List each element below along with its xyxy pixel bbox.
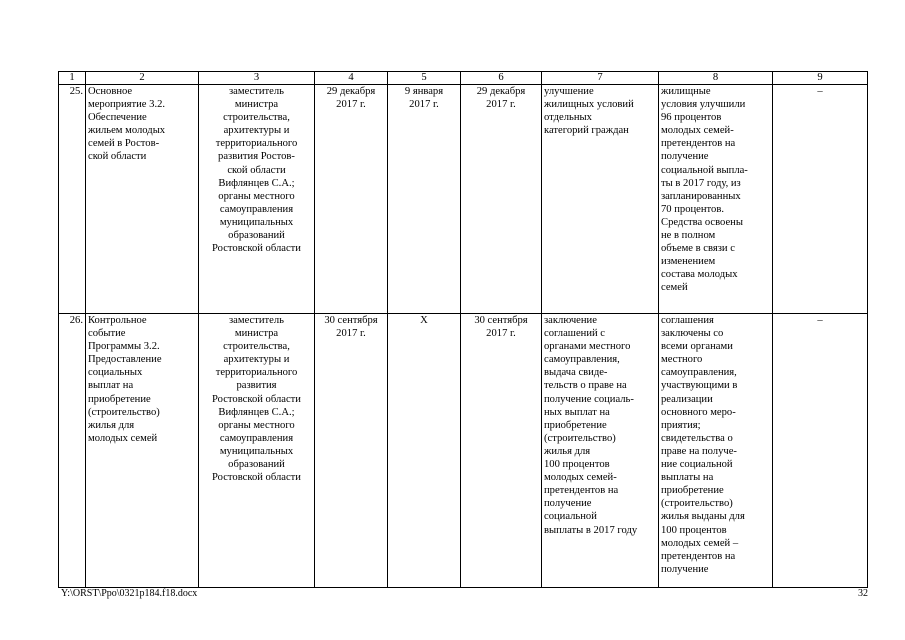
cell-line: заключение bbox=[544, 315, 597, 326]
cell-line: 96 процентов bbox=[661, 112, 722, 124]
cell-line: претендентов на bbox=[544, 485, 619, 497]
cell-line: Вифлянцев С.А.; bbox=[218, 406, 295, 418]
col-header-9: 9 bbox=[773, 72, 868, 85]
cell-line: участвующими в bbox=[661, 380, 738, 392]
cell-line: выплаты на bbox=[661, 472, 714, 484]
col-header-4: 4 bbox=[315, 72, 388, 85]
cell-line: министра bbox=[234, 99, 279, 111]
cell-line: выплаты в 2017 году bbox=[544, 524, 638, 536]
cell-line: претендентов на bbox=[661, 550, 736, 562]
table-row bbox=[59, 85, 868, 314]
cell-line: органы местного bbox=[218, 190, 295, 202]
cell-line: 30 сентября bbox=[324, 315, 378, 326]
cell-line: 70 процентов. bbox=[661, 203, 724, 215]
cell-line: молодых семей bbox=[88, 432, 158, 444]
cell-line: социальных bbox=[88, 367, 143, 379]
event-name-cell bbox=[86, 314, 199, 588]
cell-line: выдача свиде- bbox=[544, 367, 608, 379]
cell-line: реализации bbox=[661, 393, 713, 405]
cell-line: социальной bbox=[544, 511, 597, 523]
cell-line: соглашений с bbox=[544, 328, 606, 340]
cell-line: самоуправления, bbox=[661, 367, 737, 379]
cell-line: строительства, bbox=[223, 112, 290, 124]
cell-line: Контрольное bbox=[88, 315, 147, 326]
cell-line: семей bbox=[661, 282, 688, 294]
cell-line: тельств о праве на bbox=[544, 380, 627, 392]
cell-line: условия улучшили bbox=[661, 99, 746, 111]
cell-line: претендентов на bbox=[661, 138, 736, 150]
cell-line: Основное bbox=[88, 86, 133, 97]
event-name-cell bbox=[86, 85, 199, 314]
cell-line: жилищных условий bbox=[544, 99, 634, 111]
cell-line: муниципальных bbox=[219, 445, 294, 457]
cell-line: приобретение bbox=[88, 393, 151, 405]
cell-line: Ростовской области bbox=[212, 393, 301, 405]
cell-line: Ростовской области bbox=[212, 472, 301, 484]
cell-line: запланированных bbox=[661, 190, 741, 202]
cell-line: 2017 г. bbox=[336, 328, 366, 340]
cell-line: самоуправления bbox=[219, 432, 294, 444]
cell-line: событие bbox=[88, 328, 126, 340]
cell-line: Программы 3.2. bbox=[88, 341, 160, 353]
cell-line: Ростовской области bbox=[212, 243, 301, 255]
cell-line: ской области bbox=[88, 151, 147, 163]
responsible-cell bbox=[199, 85, 315, 314]
cell-line: ской области bbox=[227, 164, 286, 176]
header-row bbox=[59, 72, 868, 85]
page-number: 32 bbox=[858, 588, 868, 599]
cell-line: Х bbox=[420, 315, 428, 326]
end-date-cell bbox=[461, 314, 542, 588]
cell-line: (строительство) bbox=[661, 498, 733, 510]
col-header-1: 1 bbox=[59, 72, 86, 85]
actual-result-cell bbox=[659, 85, 773, 314]
cell-line: местного bbox=[661, 354, 703, 366]
note-cell: – bbox=[773, 85, 868, 314]
cell-line: ты в 2017 году, из bbox=[661, 177, 741, 189]
cell-line: 2017 г. bbox=[486, 328, 516, 340]
responsible-cell bbox=[199, 314, 315, 588]
cell-line: получение bbox=[661, 563, 709, 575]
cell-line: территориального bbox=[215, 138, 298, 150]
cell-line: основного меро- bbox=[661, 406, 736, 418]
col-header-8: 8 bbox=[659, 72, 773, 85]
end-date-cell bbox=[461, 85, 542, 314]
cell-line: семей в Ростов- bbox=[88, 138, 160, 150]
cell-line: состава молодых bbox=[661, 269, 738, 281]
cell-line: (строительство) bbox=[88, 406, 160, 418]
cell-line: свидетельства о bbox=[661, 432, 733, 444]
cell-line: жилья для bbox=[88, 419, 135, 431]
cell-line: 2017 г. bbox=[409, 99, 439, 111]
cell-line: соглашения bbox=[661, 315, 714, 326]
cell-line: образований bbox=[228, 230, 285, 242]
cell-line: 9 января bbox=[404, 86, 444, 97]
file-path-footer: Y:\ORST\Ppo\0321p184.f18.docx bbox=[61, 588, 198, 599]
cell-line: образований bbox=[228, 459, 285, 471]
cell-line: социальной выпла- bbox=[661, 164, 748, 176]
cell-line: (строительство) bbox=[544, 432, 616, 444]
cell-line: ных выплат на bbox=[544, 406, 610, 418]
cell-line: приобретение bbox=[661, 485, 724, 497]
cell-line: жильем молодых bbox=[88, 125, 166, 137]
cell-line: развития Ростов- bbox=[218, 151, 295, 163]
row-number: 25. bbox=[59, 85, 86, 314]
cell-line: ние социальной bbox=[661, 459, 733, 471]
cell-line: 29 декабря bbox=[476, 86, 526, 97]
cell-line: строительства, bbox=[223, 341, 290, 353]
cell-line: жилищные bbox=[661, 86, 711, 97]
cell-line: территориального bbox=[215, 367, 298, 379]
row-number: 26. bbox=[59, 314, 86, 588]
cell-line: архитектуры и bbox=[223, 354, 290, 366]
cell-line: выплат на bbox=[88, 380, 134, 392]
plan-date-cell bbox=[315, 85, 388, 314]
cell-line: развития bbox=[236, 380, 277, 392]
cell-line: молодых семей- bbox=[544, 472, 617, 484]
cell-line: жилья для bbox=[544, 445, 591, 457]
cell-line: самоуправления, bbox=[544, 354, 620, 366]
cell-line: улучшение bbox=[544, 86, 594, 97]
col-header-5: 5 bbox=[388, 72, 461, 85]
cell-line: Средства освоены bbox=[661, 216, 743, 228]
cell-line: получение bbox=[661, 151, 709, 163]
report-table bbox=[58, 71, 868, 588]
cell-line: муниципальных bbox=[219, 216, 294, 228]
cell-line: Обеспечение bbox=[88, 112, 147, 124]
cell-line: изменением bbox=[661, 256, 716, 268]
cell-line: Предоставление bbox=[88, 354, 162, 366]
cell-line: министра bbox=[234, 328, 279, 340]
col-header-3: 3 bbox=[199, 72, 315, 85]
col-header-6: 6 bbox=[461, 72, 542, 85]
cell-line: самоуправления bbox=[219, 203, 294, 215]
cell-line: категорий граждан bbox=[544, 125, 629, 137]
cell-line: 2017 г. bbox=[486, 99, 516, 111]
start-date-cell bbox=[388, 85, 461, 314]
cell-line: 100 процентов bbox=[544, 459, 610, 471]
cell-line: праве на получе- bbox=[661, 445, 737, 457]
cell-line: не в полном bbox=[661, 230, 716, 242]
cell-line: архитектуры и bbox=[223, 125, 290, 137]
cell-line: 29 декабря bbox=[326, 86, 376, 97]
cell-line: 2017 г. bbox=[336, 99, 366, 111]
note-cell: – bbox=[773, 314, 868, 588]
cell-line: 30 сентября bbox=[474, 315, 528, 326]
table-row bbox=[59, 314, 868, 588]
cell-line: получение социаль- bbox=[544, 393, 634, 405]
cell-line: приобретение bbox=[544, 419, 607, 431]
cell-line: заместитель bbox=[228, 86, 284, 97]
cell-line: органы местного bbox=[218, 419, 295, 431]
plan-date-cell bbox=[315, 314, 388, 588]
expected-result-cell bbox=[542, 314, 659, 588]
cell-line: Вифлянцев С.А.; bbox=[218, 177, 295, 189]
cell-line: приятия; bbox=[661, 419, 701, 431]
cell-line: молодых семей- bbox=[661, 125, 734, 137]
cell-line: жилья выданы для bbox=[661, 511, 745, 523]
actual-result-cell bbox=[659, 314, 773, 588]
col-header-7: 7 bbox=[542, 72, 659, 85]
cell-line: заключены со bbox=[661, 328, 724, 340]
cell-line: всеми органами bbox=[661, 341, 733, 353]
cell-line: органами местного bbox=[544, 341, 631, 353]
cell-line: объеме в связи с bbox=[661, 243, 735, 255]
cell-line: 100 процентов bbox=[661, 524, 727, 536]
cell-line: мероприятие 3.2. bbox=[88, 99, 166, 111]
cell-line: отдельных bbox=[544, 112, 592, 124]
col-header-2: 2 bbox=[86, 72, 199, 85]
cell-line: получение bbox=[544, 498, 592, 510]
cell-line: молодых семей – bbox=[661, 537, 739, 549]
expected-result-cell bbox=[542, 85, 659, 314]
start-date-cell bbox=[388, 314, 461, 588]
cell-line: заместитель bbox=[228, 315, 284, 326]
